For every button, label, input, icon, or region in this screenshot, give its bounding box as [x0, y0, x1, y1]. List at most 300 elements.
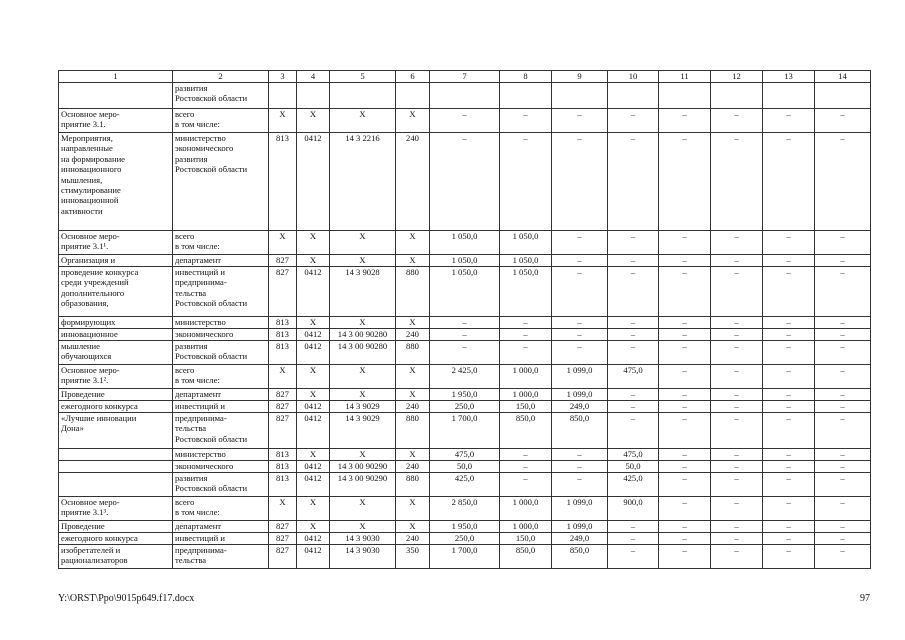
column-header: 8 — [500, 71, 552, 83]
value-cell: – — [763, 365, 815, 389]
executor-cell — [173, 341, 269, 365]
value-cell: Х — [269, 109, 297, 133]
value-cell: Х — [396, 231, 430, 255]
value-cell: – — [711, 255, 763, 267]
value-cell: 850,0 — [552, 413, 608, 449]
executor-cell — [173, 267, 269, 317]
value-cell: 850,0 — [500, 413, 552, 449]
value-cell: 827 — [269, 521, 297, 533]
value-cell: – — [711, 401, 763, 413]
value-cell: 880 — [396, 473, 430, 497]
value-cell: 813 — [269, 461, 297, 473]
cell-line: Проведение — [61, 389, 105, 399]
cell-line: Основное меро- — [61, 497, 120, 507]
cell-line: всего — [175, 231, 195, 241]
value-cell: 1 099,0 — [552, 497, 608, 521]
value-cell: 0412 — [297, 533, 330, 545]
column-header: 3 — [269, 71, 297, 83]
value-cell: – — [711, 389, 763, 401]
column-header: 5 — [330, 71, 396, 83]
cell-line: Проведение — [61, 521, 105, 531]
cell-line: проведение конкурса — [61, 267, 139, 277]
value-cell: – — [430, 329, 500, 341]
value-cell: 475,0 — [608, 449, 659, 461]
value-cell: 475,0 — [430, 449, 500, 461]
value-cell: 880 — [396, 267, 430, 317]
measure-cell — [59, 473, 173, 497]
executor-cell — [173, 231, 269, 255]
cell-line: среди учреждений — [61, 277, 129, 288]
value-cell: 827 — [269, 255, 297, 267]
value-cell: 813 — [269, 329, 297, 341]
cell-line: Ростовской области — [175, 164, 248, 175]
value-cell: – — [500, 341, 552, 365]
value-cell: – — [659, 533, 711, 545]
value-cell: – — [763, 341, 815, 365]
measure-cell — [59, 497, 173, 521]
column-header: 14 — [815, 71, 871, 83]
value-cell — [552, 83, 608, 109]
table-row — [59, 267, 871, 317]
value-cell: – — [500, 461, 552, 473]
value-cell — [396, 83, 430, 109]
footer-file-path: Y:\ORST\Ppo\9015p649.f17.docx — [58, 593, 195, 604]
value-cell: – — [763, 521, 815, 533]
value-cell: – — [815, 255, 871, 267]
value-cell: Х — [297, 497, 330, 521]
value-cell: – — [763, 401, 815, 413]
executor-cell — [173, 473, 269, 497]
value-cell: 0412 — [297, 461, 330, 473]
value-cell: – — [608, 545, 659, 569]
measure-cell — [59, 401, 173, 413]
value-cell: – — [815, 413, 871, 449]
value-cell: 1 099,0 — [552, 521, 608, 533]
cell-line: формирующих — [61, 317, 116, 327]
column-header: 10 — [608, 71, 659, 83]
measure-cell — [59, 413, 173, 449]
value-cell: – — [608, 267, 659, 317]
value-cell: – — [711, 545, 763, 569]
value-cell: Х — [396, 449, 430, 461]
value-cell: 880 — [396, 341, 430, 365]
value-cell: 14 3 2216 — [330, 133, 396, 231]
value-cell: 1 950,0 — [430, 521, 500, 533]
value-cell — [815, 83, 871, 109]
value-cell: – — [763, 133, 815, 231]
value-cell: 1 700,0 — [430, 413, 500, 449]
cell-line: инновационного — [61, 164, 122, 175]
cell-line: всего — [175, 497, 195, 507]
value-cell: 0412 — [297, 545, 330, 569]
value-cell: – — [815, 461, 871, 473]
table-row — [59, 389, 871, 401]
cell-line: стимулирование — [61, 185, 121, 196]
cell-line: Организация и — [61, 255, 116, 265]
value-cell: 813 — [269, 317, 297, 329]
value-cell: Х — [330, 317, 396, 329]
value-cell: – — [552, 461, 608, 473]
value-cell: Х — [297, 317, 330, 329]
cell-line: на формирование — [61, 153, 125, 164]
value-cell: 1 050,0 — [500, 267, 552, 317]
value-cell: – — [815, 231, 871, 255]
value-cell: – — [711, 413, 763, 449]
value-cell: – — [711, 473, 763, 497]
cell-line: ежегодного конкурса — [61, 401, 138, 411]
value-cell: – — [815, 497, 871, 521]
budget-table — [58, 70, 871, 569]
cell-line: инновационное — [61, 329, 118, 339]
value-cell: 0412 — [297, 133, 330, 231]
value-cell: 1 700,0 — [430, 545, 500, 569]
cell-line: ежегодного конкурса — [61, 533, 138, 543]
value-cell: – — [659, 109, 711, 133]
value-cell: – — [608, 231, 659, 255]
cell-line: тельства — [175, 287, 207, 298]
cell-line: департамент — [175, 255, 222, 265]
value-cell: – — [552, 231, 608, 255]
value-cell: Х — [396, 365, 430, 389]
value-cell: 14 3 00 90280 — [330, 341, 396, 365]
value-cell: – — [659, 413, 711, 449]
value-cell: 1 099,0 — [552, 389, 608, 401]
value-cell: 0412 — [297, 413, 330, 449]
value-cell: – — [815, 473, 871, 497]
cell-line: приятие 3.1. — [61, 119, 106, 130]
value-cell: 2 850,0 — [430, 497, 500, 521]
document-page — [58, 70, 870, 569]
value-cell: 249,0 — [552, 401, 608, 413]
table-row — [59, 473, 871, 497]
value-cell: – — [500, 473, 552, 497]
cell-line: рационализаторов — [61, 555, 128, 566]
value-cell: Х — [269, 231, 297, 255]
value-cell: – — [711, 461, 763, 473]
executor-cell — [173, 109, 269, 133]
column-header: 1 — [59, 71, 173, 83]
value-cell: Х — [330, 255, 396, 267]
value-cell: 14 3 9029 — [330, 413, 396, 449]
cell-line: министерство — [175, 317, 226, 327]
value-cell: Х — [396, 317, 430, 329]
value-cell: Х — [297, 389, 330, 401]
column-header: 6 — [396, 71, 430, 83]
executor-cell — [173, 401, 269, 413]
cell-line: Ростовской области — [175, 298, 248, 309]
cell-line: Ростовской области — [175, 433, 248, 444]
cell-line: предпринима- — [175, 545, 227, 555]
value-cell: – — [500, 317, 552, 329]
value-cell: – — [659, 365, 711, 389]
value-cell: 350 — [396, 545, 430, 569]
cell-line: всего — [175, 365, 195, 375]
value-cell: 900,0 — [608, 497, 659, 521]
value-cell: – — [608, 413, 659, 449]
value-cell: – — [763, 449, 815, 461]
value-cell: 1 050,0 — [500, 231, 552, 255]
value-cell: 1 000,0 — [500, 365, 552, 389]
value-cell: – — [659, 267, 711, 317]
value-cell: – — [552, 449, 608, 461]
value-cell: Х — [269, 365, 297, 389]
value-cell: – — [763, 497, 815, 521]
value-cell: – — [711, 497, 763, 521]
measure-cell — [59, 133, 173, 231]
value-cell: – — [608, 317, 659, 329]
value-cell: – — [763, 317, 815, 329]
value-cell: – — [659, 317, 711, 329]
value-cell: Х — [297, 449, 330, 461]
cell-line: в том числе: — [175, 375, 220, 386]
value-cell: 1 950,0 — [430, 389, 500, 401]
value-cell: – — [815, 365, 871, 389]
value-cell: 827 — [269, 545, 297, 569]
cell-line: в том числе: — [175, 119, 220, 130]
value-cell: Х — [297, 365, 330, 389]
value-cell: 475,0 — [608, 365, 659, 389]
executor-cell — [173, 545, 269, 569]
value-cell: – — [608, 521, 659, 533]
measure-cell — [59, 231, 173, 255]
measure-cell — [59, 389, 173, 401]
table-row — [59, 497, 871, 521]
executor-cell — [173, 413, 269, 449]
table-body — [59, 71, 871, 569]
value-cell: – — [608, 389, 659, 401]
table-row — [59, 521, 871, 533]
value-cell: – — [711, 365, 763, 389]
value-cell: 14 3 9030 — [330, 545, 396, 569]
cell-line: Основное меро- — [61, 365, 120, 375]
cell-line: тельства — [175, 423, 207, 434]
value-cell: Х — [330, 109, 396, 133]
value-cell: – — [552, 341, 608, 365]
value-cell: – — [763, 231, 815, 255]
cell-line: инвестиций и — [175, 401, 225, 411]
cell-line: тельства — [175, 555, 207, 566]
value-cell: 0412 — [297, 341, 330, 365]
value-cell: – — [500, 109, 552, 133]
table-row — [59, 329, 871, 341]
value-cell: 1 000,0 — [500, 389, 552, 401]
column-header: 4 — [297, 71, 330, 83]
value-cell: Х — [330, 497, 396, 521]
value-cell: 50,0 — [608, 461, 659, 473]
value-cell: – — [815, 267, 871, 317]
value-cell: – — [815, 133, 871, 231]
cell-line: приятие 3.1¹. — [61, 241, 109, 252]
value-cell: 0412 — [297, 473, 330, 497]
executor-cell — [173, 461, 269, 473]
value-cell: – — [815, 533, 871, 545]
value-cell: – — [815, 341, 871, 365]
value-cell: – — [711, 533, 763, 545]
measure-cell — [59, 255, 173, 267]
footer-page-number: 97 — [860, 593, 870, 604]
value-cell: Х — [330, 449, 396, 461]
table-row — [59, 545, 871, 569]
cell-line: Основное меро- — [61, 109, 120, 119]
value-cell — [500, 83, 552, 109]
value-cell: 240 — [396, 461, 430, 473]
table-row — [59, 133, 871, 231]
measure-cell — [59, 109, 173, 133]
cell-line: дополнительного — [61, 287, 125, 298]
cell-line: Дона» — [61, 423, 84, 434]
value-cell: 813 — [269, 473, 297, 497]
value-cell — [330, 83, 396, 109]
value-cell: 2 425,0 — [430, 365, 500, 389]
cell-line: предпринима- — [175, 413, 227, 423]
value-cell: – — [815, 329, 871, 341]
measure-cell — [59, 545, 173, 569]
column-header: 11 — [659, 71, 711, 83]
value-cell — [297, 83, 330, 109]
value-cell: – — [659, 231, 711, 255]
value-cell: – — [552, 255, 608, 267]
value-cell: – — [711, 521, 763, 533]
value-cell: Х — [330, 521, 396, 533]
cell-line: мышление — [61, 341, 100, 351]
executor-cell — [173, 133, 269, 231]
table-row — [59, 109, 871, 133]
executor-cell — [173, 533, 269, 545]
measure-cell — [59, 533, 173, 545]
cell-line: экономического — [175, 143, 234, 154]
value-cell: – — [608, 533, 659, 545]
measure-cell — [59, 365, 173, 389]
column-header: 12 — [711, 71, 763, 83]
value-cell: – — [659, 473, 711, 497]
executor-cell — [173, 497, 269, 521]
value-cell: – — [711, 341, 763, 365]
value-cell: – — [659, 341, 711, 365]
value-cell: 827 — [269, 413, 297, 449]
executor-cell — [173, 329, 269, 341]
value-cell: – — [608, 109, 659, 133]
value-cell: – — [430, 317, 500, 329]
value-cell: 0412 — [297, 267, 330, 317]
value-cell: – — [500, 133, 552, 231]
cell-line: Ростовской области — [175, 351, 248, 362]
cell-line: активности — [61, 205, 103, 216]
value-cell: – — [608, 329, 659, 341]
value-cell: 1 050,0 — [430, 267, 500, 317]
value-cell: Х — [396, 255, 430, 267]
value-cell: 425,0 — [430, 473, 500, 497]
value-cell: – — [659, 449, 711, 461]
executor-cell — [173, 389, 269, 401]
cell-line: развития — [175, 153, 208, 164]
table-row — [59, 449, 871, 461]
value-cell: – — [763, 413, 815, 449]
value-cell: – — [815, 545, 871, 569]
measure-cell — [59, 521, 173, 533]
value-cell: 813 — [269, 341, 297, 365]
value-cell: Х — [297, 255, 330, 267]
value-cell: 1 050,0 — [430, 255, 500, 267]
cell-line: инвестиций и — [175, 533, 225, 543]
cell-line: развития — [175, 83, 208, 93]
table-row — [59, 533, 871, 545]
value-cell: – — [815, 389, 871, 401]
value-cell — [711, 83, 763, 109]
value-cell: 0412 — [297, 401, 330, 413]
column-header: 9 — [552, 71, 608, 83]
table-row — [59, 231, 871, 255]
cell-line: департамент — [175, 521, 222, 531]
cell-line: образования, — [61, 298, 109, 309]
value-cell: Х — [330, 231, 396, 255]
header-row — [59, 71, 871, 83]
cell-line: в том числе: — [175, 507, 220, 518]
value-cell: – — [608, 133, 659, 231]
executor-cell — [173, 365, 269, 389]
table-row — [59, 83, 871, 109]
value-cell: Х — [396, 521, 430, 533]
table-row — [59, 341, 871, 365]
cell-line: изобретателей и — [61, 545, 121, 555]
value-cell: – — [552, 109, 608, 133]
value-cell: 880 — [396, 413, 430, 449]
cell-line: Ростовской области — [175, 93, 248, 104]
value-cell: – — [659, 521, 711, 533]
measure-cell — [59, 83, 173, 109]
cell-line: Ростовской области — [175, 483, 248, 494]
value-cell: – — [608, 255, 659, 267]
value-cell: – — [552, 317, 608, 329]
value-cell: – — [659, 389, 711, 401]
cell-line: «Лучшие инновации — [61, 413, 137, 423]
cell-line: в том числе: — [175, 241, 220, 252]
value-cell: – — [763, 109, 815, 133]
value-cell: 1 099,0 — [552, 365, 608, 389]
value-cell: 827 — [269, 389, 297, 401]
cell-line: экономического — [175, 461, 234, 471]
measure-cell — [59, 267, 173, 317]
value-cell: 14 3 00 90280 — [330, 329, 396, 341]
value-cell — [608, 83, 659, 109]
executor-cell — [173, 255, 269, 267]
executor-cell — [173, 449, 269, 461]
value-cell: 827 — [269, 533, 297, 545]
value-cell: 827 — [269, 267, 297, 317]
cell-line: всего — [175, 109, 195, 119]
measure-cell — [59, 341, 173, 365]
value-cell: 14 3 9030 — [330, 533, 396, 545]
value-cell: – — [659, 401, 711, 413]
value-cell: – — [430, 341, 500, 365]
cell-line: приятие 3.1³. — [61, 507, 109, 518]
value-cell: 1 050,0 — [430, 231, 500, 255]
value-cell: – — [763, 255, 815, 267]
value-cell: 240 — [396, 401, 430, 413]
executor-cell — [173, 317, 269, 329]
value-cell: – — [430, 109, 500, 133]
value-cell: – — [552, 267, 608, 317]
value-cell: – — [763, 389, 815, 401]
value-cell: – — [763, 267, 815, 317]
value-cell: 14 3 9028 — [330, 267, 396, 317]
value-cell: 14 3 00 90290 — [330, 461, 396, 473]
value-cell: Х — [396, 389, 430, 401]
value-cell: – — [815, 401, 871, 413]
value-cell: – — [763, 533, 815, 545]
value-cell: 850,0 — [552, 545, 608, 569]
cell-line: инновационной — [61, 195, 119, 206]
value-cell — [430, 83, 500, 109]
